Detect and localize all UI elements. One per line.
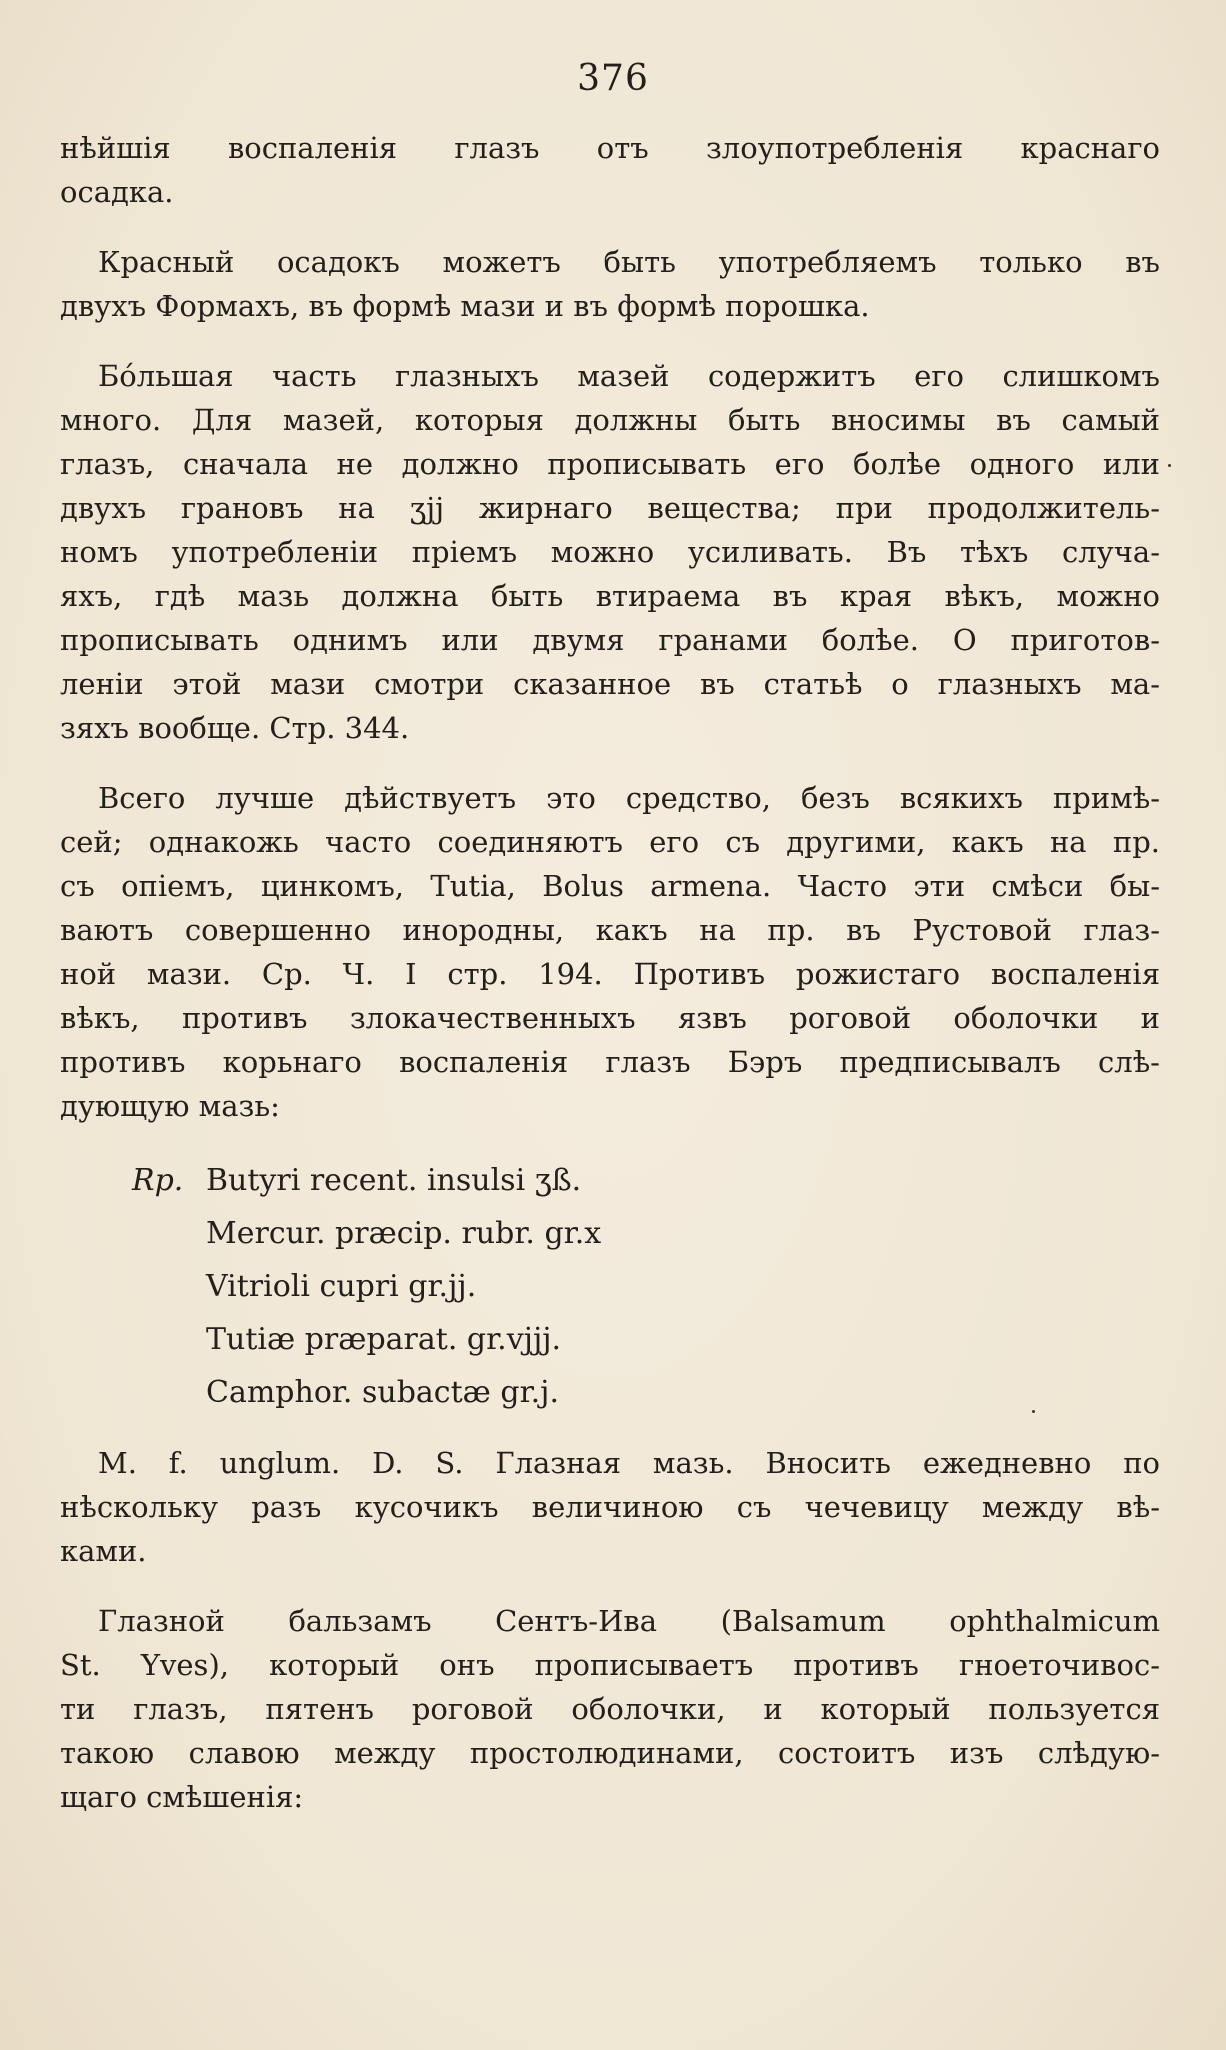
text-line: ной мази. Ср. Ч. I стр. 194. Противъ рожистаго воспаленія (60, 957, 1160, 991)
paragraph-3 (60, 354, 1160, 750)
recipe-item-text: Camphor. subactæ gr.j. (206, 1375, 560, 1410)
text-line: щаго смѣшенія: (60, 1780, 304, 1814)
text-line: St. Yves), который онъ прописываетъ противъ гноеточивос- (60, 1648, 1160, 1682)
text-line: леніи этой мази смотри сказанное въ статьѣ о глазныхъ ма- (60, 667, 1160, 701)
text-line: противъ корьнаго воспаленія глазъ Бэръ предписывалъ слѣ- (60, 1045, 1160, 1079)
text-line: осадка. (60, 175, 174, 209)
recipe-item (60, 1154, 1160, 1207)
text-line: съ опіемъ, цинкомъ, Tutia, Bolus armena. Часто эти смѣси бы- (60, 869, 1160, 903)
print-speck (1168, 464, 1171, 467)
text-line: яхъ, гдѣ мазь должна быть втираема въ края вѣкъ, можно (60, 579, 1160, 613)
text-line: двухъ грановъ на ʒjj жирнаго вещества; при продолжитель- (60, 491, 1160, 525)
paragraph-4 (60, 776, 1160, 1128)
recipe-item-text: Tutiæ præparat. gr.vjjj. (206, 1322, 562, 1357)
text-line: нѣйшія воспаленія глазъ отъ злоупотребленія краснаго (60, 131, 1160, 165)
recipe-item-text: Vitrioli cupri gr.jj. (206, 1269, 477, 1304)
page-number: 376 (577, 58, 649, 99)
paragraph-1 (60, 126, 1160, 214)
recipe-item (60, 1313, 1160, 1366)
text-line: прописывать однимъ или двумя гранами болѣе. О приготов- (60, 623, 1160, 657)
text-line: Красный осадокъ можетъ быть употребляемъ только въ (98, 245, 1160, 279)
text-line: такою славою между простолюдинами, состоитъ изъ слѣдую- (60, 1736, 1160, 1770)
text-line: сей; однакожь часто соединяютъ его съ другими, какъ на пр. (60, 825, 1160, 859)
recipe-item (60, 1260, 1160, 1313)
text-line: номъ употребленіи пріемъ можно усиливать. Въ тѣхъ случа- (60, 535, 1160, 569)
text-line: двухъ Формахъ, въ формѣ мази и въ формѣ порошка. (60, 289, 870, 323)
paragraph-5 (60, 1441, 1160, 1573)
recipe-item-text: Mercur. præcip. rubr. gr.x (206, 1216, 602, 1251)
recipe-item (60, 1366, 1160, 1419)
text-line: ваютъ совершенно инородны, какъ на пр. въ Рустовой глаз- (60, 913, 1160, 947)
text-line: ками. (60, 1534, 147, 1568)
recipe-block (60, 1154, 1160, 1419)
recipe-item-text: Butyri recent. insulsi ʒß. (206, 1163, 582, 1198)
text-line: Бо́льшая часть глазныхъ мазей содержитъ его слишкомъ (98, 359, 1160, 393)
text-line: M. f. unglum. D. S. Глазная мазь. Вносить ежедневно по (98, 1446, 1160, 1480)
text-line: много. Для мазей, которыя должны быть вносимы въ самый (60, 403, 1160, 437)
print-speck (1032, 1410, 1035, 1413)
text-line: ти глазъ, пятенъ роговой оболочки, и который пользуется (60, 1692, 1160, 1726)
recipe-item (60, 1207, 1160, 1260)
text-line: дующую мазь: (60, 1089, 280, 1123)
paragraph-2 (60, 240, 1160, 328)
text-line: Глазной бальзамъ Сентъ-Ива (Balsamum ophthalmicum (98, 1604, 1160, 1638)
text-line: нѣскольку разъ кусочикъ величиною съ чечевицу между вѣ- (60, 1490, 1160, 1524)
text-line: Всего лучше дѣйствуетъ это средство, безъ всякихъ примѣ- (98, 781, 1160, 815)
text-line: зяхъ вообще. Стр. 344. (60, 711, 410, 745)
text-line: вѣкъ, противъ злокачественныхъ язвъ роговой оболочки и (60, 1001, 1160, 1035)
text-line: глазъ, сначала не должно прописывать его болѣе одного или (60, 447, 1160, 481)
paragraph-6 (60, 1599, 1160, 1819)
recipe-rx-label: Rp. (132, 1163, 184, 1198)
page-text (60, 126, 1160, 1845)
